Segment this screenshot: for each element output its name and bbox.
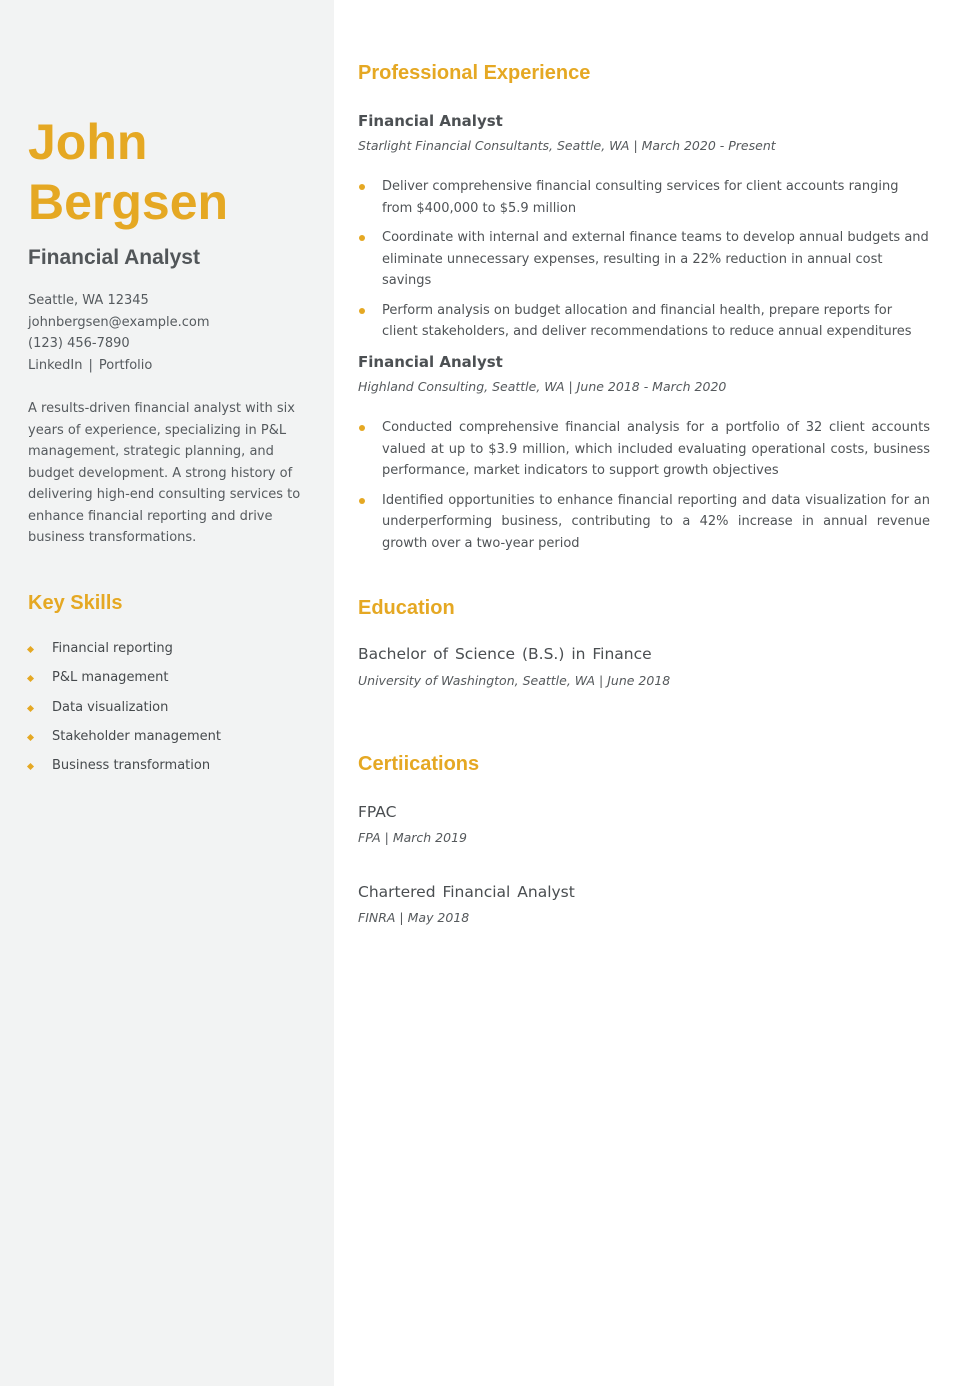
contact-info bbox=[28, 290, 210, 376]
diamond-bullet-icon bbox=[27, 675, 34, 682]
certification-detail: FPA | March 2019 bbox=[358, 830, 467, 845]
dot-bullet-icon bbox=[359, 498, 365, 504]
certification-detail: FINRA | May 2018 bbox=[358, 910, 470, 925]
diamond-bullet-icon bbox=[27, 646, 34, 653]
job-title: Financial Analyst bbox=[358, 353, 503, 371]
link-separator: | bbox=[88, 357, 93, 373]
experience-heading: Professional Experience bbox=[358, 62, 591, 84]
job-title: Financial Analyst bbox=[358, 112, 503, 130]
profile-links bbox=[28, 355, 210, 377]
job-bullet: Deliver comprehensive financial consulting services for client accounts ranging from $400,000 to $5.9 million bbox=[358, 176, 930, 219]
portfolio-link[interactable]: Portfolio bbox=[98, 357, 153, 373]
dot-bullet-icon bbox=[359, 425, 365, 431]
job-bullet: Perform analysis on budget allocation and financial health, prepare reports for client stakeholders, and deliver recommendations to reduce annual expenditures bbox=[358, 300, 930, 343]
dot-bullet-icon bbox=[359, 235, 365, 241]
profile-summary: A results-driven financial analyst with six years of experience, specializing in P&L management, strategic planning, and budget development. A strong history of delivering high-end consulting services to enhance financial reporting and drive business transformations. bbox=[28, 401, 301, 545]
dot-bullet-icon bbox=[359, 184, 365, 190]
skills-list bbox=[28, 638, 221, 784]
degree-title: Bachelor of Science (B.S.) in Finance bbox=[358, 645, 652, 663]
dot-bullet-icon bbox=[359, 308, 365, 314]
main-content bbox=[334, 0, 980, 1386]
first-name: John bbox=[28, 114, 148, 170]
skill-item: Stakeholder management bbox=[28, 726, 221, 755]
location: Seattle, WA 12345 bbox=[28, 293, 149, 308]
diamond-bullet-icon bbox=[27, 763, 34, 770]
key-skills-heading: Key Skills bbox=[28, 592, 123, 614]
phone-number: (123) 456-7890 bbox=[28, 336, 130, 351]
last-name: Bergsen bbox=[28, 174, 229, 230]
skill-item: Financial reporting bbox=[28, 638, 221, 667]
job-bullet: Conducted comprehensive financial analysis for a portfolio of 32 client accounts valued at up to $3.9 million, which included evaluating operational costs, business performance, market indicators to support growth objectives bbox=[358, 417, 930, 482]
diamond-bullet-icon bbox=[27, 705, 34, 712]
email-link[interactable]: johnbergsen@example.com bbox=[28, 314, 210, 330]
linkedin-link[interactable]: LinkedIn bbox=[28, 357, 83, 373]
skill-item: Data visualization bbox=[28, 697, 221, 726]
job-bullet: Coordinate with internal and external finance teams to develop annual budgets and eliminate unnecessary expenses, resulting in a 22% reduction in annual cost savings bbox=[358, 227, 930, 292]
candidate-role: Financial Analyst bbox=[28, 246, 200, 269]
certification-name: FPAC bbox=[358, 803, 397, 821]
school-details: University of Washington, Seattle, WA | June 2018 bbox=[358, 673, 671, 688]
skill-item: P&L management bbox=[28, 667, 221, 696]
job-bullets bbox=[358, 417, 930, 562]
diamond-bullet-icon bbox=[27, 734, 34, 741]
certifications-heading: Certiications bbox=[358, 753, 480, 775]
certification-name: Chartered Financial Analyst bbox=[358, 883, 575, 901]
job-bullet: Identified opportunities to enhance financial reporting and data visualization for an underperforming business, contributing to a 42% increase in annual revenue growth over a two-year period bbox=[358, 490, 930, 555]
job-company-dates: Highland Consulting, Seattle, WA | June 2018 - March 2020 bbox=[358, 379, 727, 394]
job-bullets bbox=[358, 176, 930, 351]
education-heading: Education bbox=[358, 597, 455, 619]
sidebar bbox=[0, 0, 334, 1386]
skill-item: Business transformation bbox=[28, 755, 221, 784]
candidate-name bbox=[28, 112, 228, 232]
job-company-dates: Starlight Financial Consultants, Seattle, WA | March 2020 - Present bbox=[358, 138, 776, 153]
